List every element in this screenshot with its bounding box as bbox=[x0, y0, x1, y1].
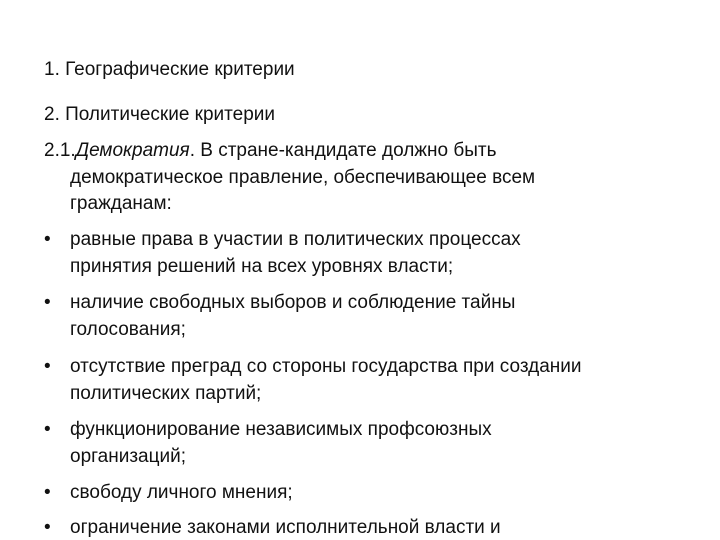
section-2-1-line-1 bbox=[44, 139, 497, 163]
bullet-item-1-line-2: принятия решений на всех уровнях власти; bbox=[70, 256, 454, 277]
bullet-marker: • bbox=[44, 356, 51, 377]
bullet-item-3-line-2: политических партий; bbox=[70, 383, 262, 404]
section-2-1-line-2: демократическое правление, обеспечивающее всем bbox=[70, 167, 536, 188]
bullet-item-3-line-1: отсутствие преград со стороны государства при создании bbox=[70, 356, 582, 377]
section-line1-rest: . В стране-кандидате должно быть bbox=[189, 140, 497, 161]
bullet-item-6-line-1: ограничение законами исполнительной власти и bbox=[70, 517, 501, 538]
section-term: Демократия bbox=[75, 140, 190, 161]
bullet-item-2-line-1: наличие свободных выборов и соблюдение тайны bbox=[70, 292, 516, 313]
section-2-1-line-3: гражданам: bbox=[70, 193, 172, 214]
bullet-item-4-line-1: функционирование независимых профсоюзных bbox=[70, 419, 492, 440]
heading-political-criteria: 2. Политические критерии bbox=[44, 104, 276, 125]
bullet-marker: • bbox=[44, 482, 51, 503]
bullet-item-2-line-2: голосования; bbox=[70, 319, 186, 340]
bullet-marker: • bbox=[44, 419, 51, 440]
heading-geographic-criteria: 1. Географические критерии bbox=[44, 59, 295, 80]
bullet-marker: • bbox=[44, 229, 51, 250]
bullet-item-1-line-1: равные права в участии в политических процессах bbox=[70, 229, 521, 250]
section-number: 2.1. bbox=[44, 140, 76, 161]
bullet-marker: • bbox=[44, 292, 51, 313]
bullet-marker: • bbox=[44, 517, 51, 538]
bullet-item-5-line-1: свободу личного мнения; bbox=[70, 482, 293, 503]
bullet-item-4-line-2: организаций; bbox=[70, 446, 186, 467]
